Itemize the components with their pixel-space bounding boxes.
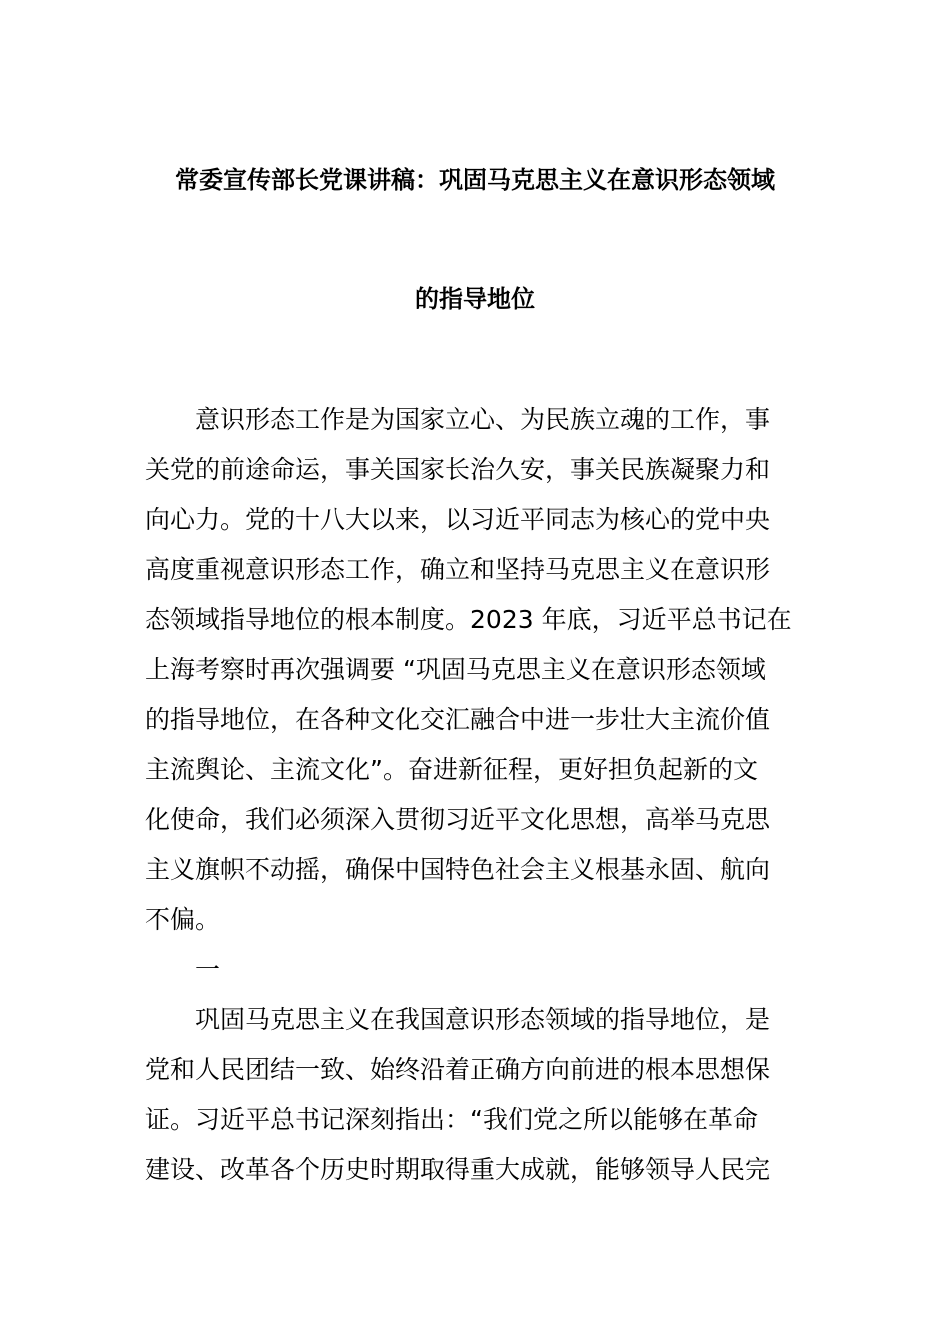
paragraph-1-line: 意识形态工作是为国家立心、为民族立魂的工作，事: [195, 405, 771, 434]
paragraph-1-line: 态领域指导地位的根本制度。2023 年底，习近平总书记在: [145, 605, 792, 634]
paragraph-1-line: 上海考察时再次强调要 “巩固马克思主义在意识形态领域: [145, 655, 766, 684]
paragraph-1-line: 不偏。: [145, 905, 221, 934]
paragraph-1-line: 高度重视意识形态工作，确立和坚持马克思主义在意识形: [145, 555, 771, 584]
document-title-line-2: 的指导地位: [415, 285, 535, 313]
paragraph-2-line: 证。习近平总书记深刻指出：“我们党之所以能够在革命: [145, 1105, 758, 1134]
paragraph-1-line: 的指导地位，在各种文化交汇融合中进一步壮大主流价值: [145, 705, 771, 734]
document-title-line-1: 常委宣传部长党课讲稿：巩固马克思主义在意识形态领域: [175, 166, 775, 194]
paragraph-2-line: 巩固马克思主义在我国意识形态领域的指导地位，是: [195, 1005, 771, 1034]
paragraph-2-line: 党和人民团结一致、始终沿着正确方向前进的根本思想保: [145, 1055, 771, 1084]
paragraph-1-line: 主流舆论、主流文化”。奋进新征程，更好担负起新的文: [145, 755, 758, 784]
paragraph-1-line: 化使命，我们必须深入贯彻习近平文化思想，高举马克思: [145, 805, 771, 834]
paragraph-1-line: 向心力。党的十八大以来，以习近平同志为核心的党中央: [145, 505, 771, 534]
paragraph-2-line: 建设、改革各个历史时期取得重大成就，能够领导人民完: [145, 1155, 771, 1184]
section-heading: 一: [195, 955, 221, 984]
paragraph-1-line: 主义旗帜不动摇，确保中国特色社会主义根基永固、航向: [145, 855, 771, 884]
paragraph-1-line: 关党的前途命运，事关国家长治久安，事关民族凝聚力和: [145, 455, 771, 484]
